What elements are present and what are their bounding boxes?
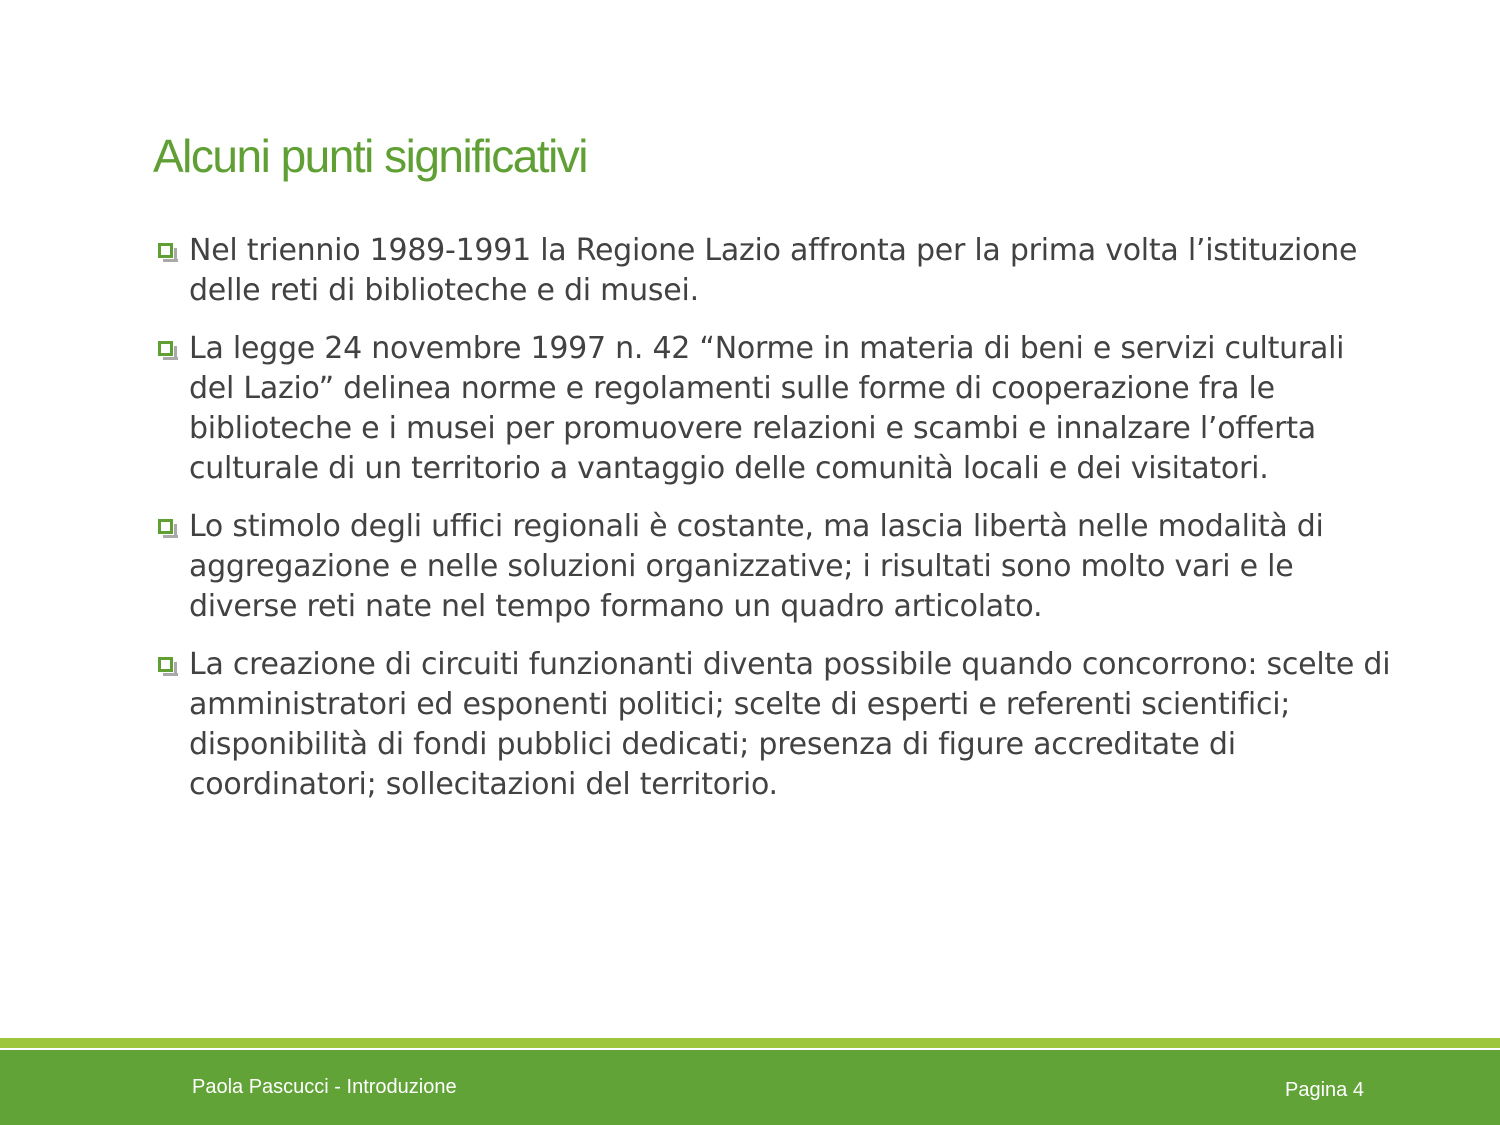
- bullet-item: [156, 231, 1396, 311]
- bullet-text: La legge 24 novembre 1997 n. 42 “Norme in materia di beni e servizi culturali del Lazio” delinea norme e regolamenti sulle forme di cooperazione fra le biblioteche e i musei per promuovere relazioni e scambi e innalzare l’offerta culturale di un territorio a vantaggio delle comunità locali e dei visitatori.: [189, 331, 1345, 486]
- bullet-item: [156, 507, 1396, 627]
- bullet-item: [156, 645, 1396, 805]
- bullet-item: [156, 329, 1396, 489]
- checkbox-bullet-icon: [158, 657, 173, 672]
- bullet-list: [156, 231, 1396, 823]
- slide-title: Alcuni punti significativi: [153, 130, 588, 182]
- footer-stripe: [0, 1038, 1500, 1048]
- bullet-text: La creazione di circuiti funzionanti diventa possibile quando concorrono: scelte di amministratori ed esponenti politici; scelte di esperti e referenti scientifici; disponibilità di fondi pubblici dedicati; presenza di figure accreditate di coordinatori; sollecitazioni del territorio.: [189, 647, 1391, 802]
- page-number: Pagina 4: [1285, 1079, 1364, 1101]
- bullet-text: Nel triennio 1989-1991 la Regione Lazio affronta per la prima volta l’istituzione delle reti di biblioteche e di musei.: [189, 233, 1358, 308]
- checkbox-bullet-icon: [158, 243, 173, 258]
- checkbox-bullet-icon: [158, 519, 173, 534]
- bullet-text: Lo stimolo degli uffici regionali è costante, ma lascia libertà nelle modalità di aggregazione e nelle soluzioni organizzative; i risultati sono molto vari e le diverse reti nate nel tempo formano un quadro articolato.: [189, 509, 1324, 624]
- footer-author: Paola Pascucci - Introduzione: [192, 1076, 457, 1098]
- checkbox-bullet-icon: [158, 341, 173, 356]
